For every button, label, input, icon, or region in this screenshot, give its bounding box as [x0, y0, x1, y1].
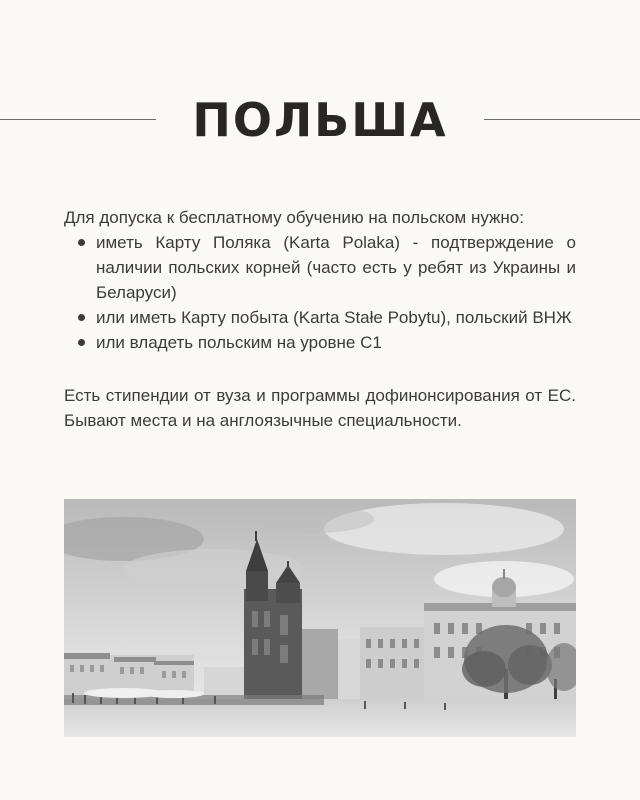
list-item — [64, 305, 576, 330]
list-item-text: или иметь Карту побыта (Karta Stałe Pobytu), польский ВНЖ — [96, 308, 572, 327]
title-row — [0, 88, 640, 152]
bullet-icon — [78, 339, 85, 346]
requirements-list — [64, 230, 576, 355]
bullet-icon — [78, 314, 85, 321]
krakow-square-photo — [64, 499, 576, 737]
page-title: ПОЛЬША — [192, 93, 448, 147]
scholarship-note: Есть стипендии от вуза и программы дофинонсирования от ЕС. Бывают места и на англоязычные специальности. — [64, 386, 576, 430]
intro-text: Для допуска к бесплатному обучению на польском нужно: — [64, 208, 524, 227]
list-item-text: или владеть польским на уровне С1 — [96, 333, 382, 352]
content-block — [64, 205, 576, 433]
list-item — [64, 230, 576, 305]
list-item-text: иметь Карту Поляка (Karta Polaka) - подтверждение о наличии польских корней (часто есть у ребят из Украины и Беларуси) — [96, 233, 576, 302]
bullet-icon — [78, 239, 85, 246]
list-item — [64, 330, 576, 355]
